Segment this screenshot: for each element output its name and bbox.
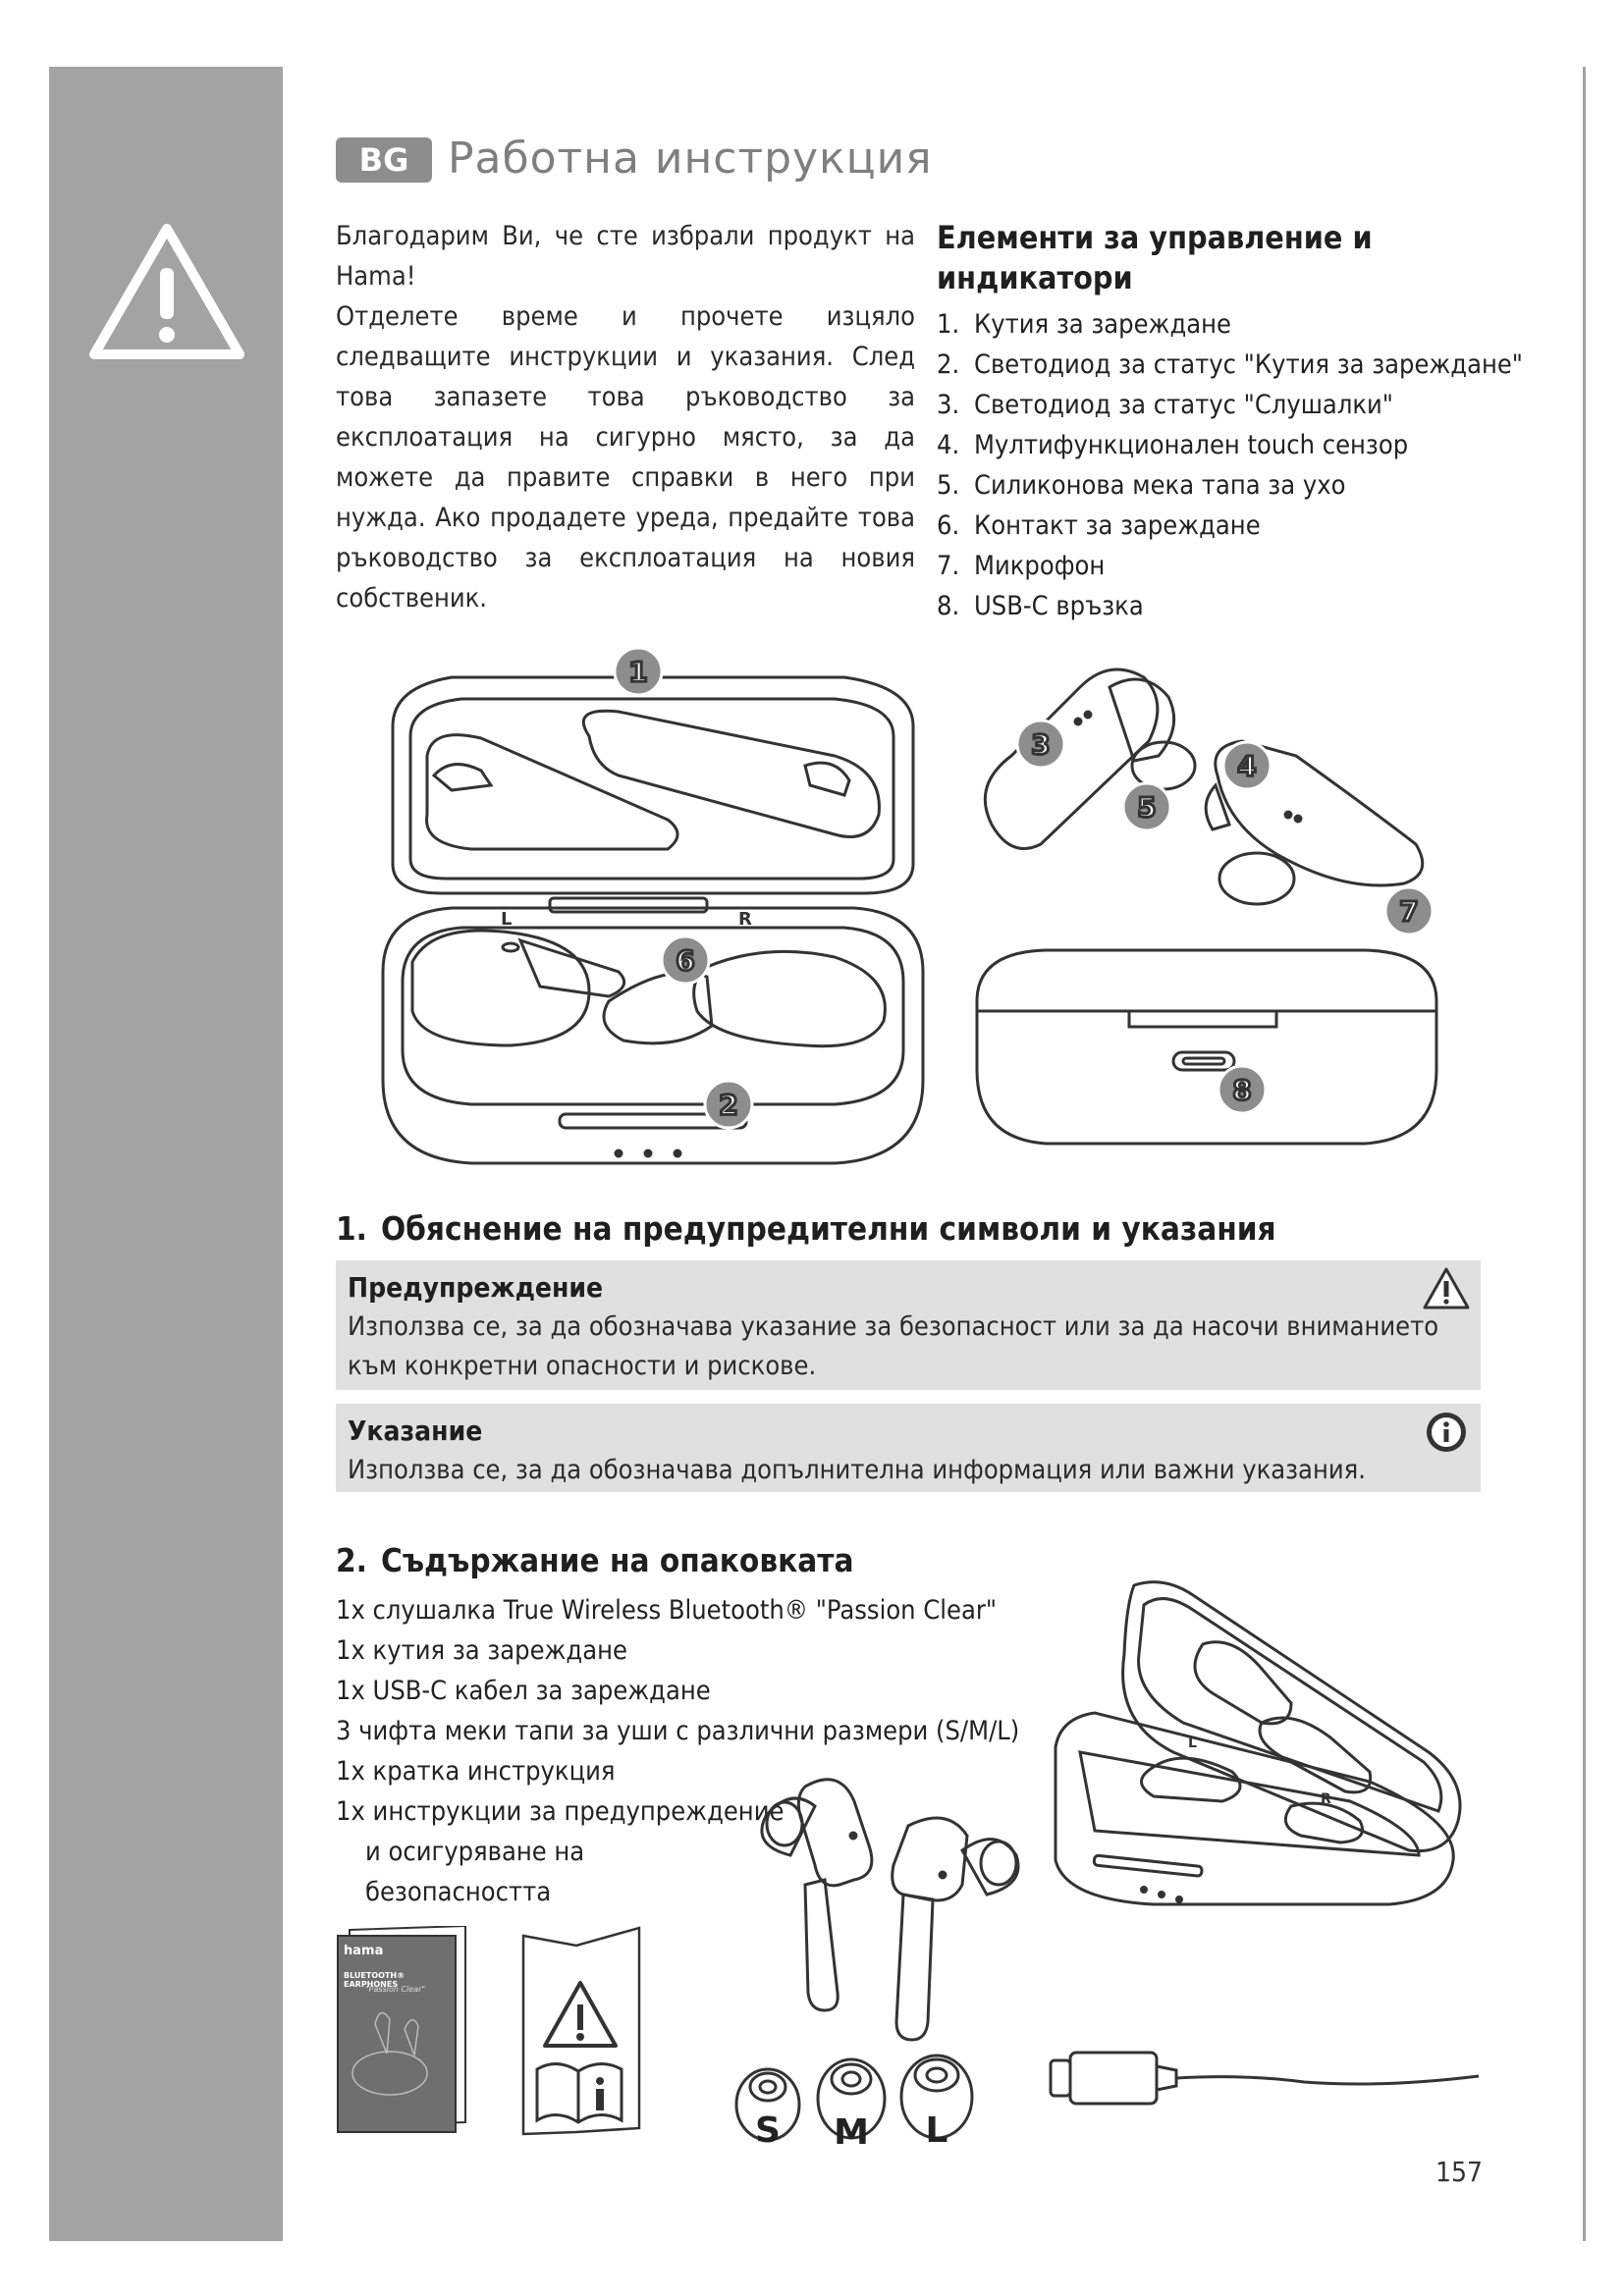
warning-text: Използва се, за да обозначава указание за безопасност или за да насочи вниманието към конкретни опасности и рискове. bbox=[348, 1311, 1439, 1381]
package-case-label-right: R bbox=[1321, 1791, 1331, 1807]
controls-heading bbox=[937, 218, 1398, 298]
callout-1 bbox=[615, 648, 662, 695]
warning-box bbox=[336, 1260, 1481, 1390]
usb-c-cable-illustration bbox=[1049, 2047, 1481, 2125]
safety-instructions-booklet bbox=[517, 1924, 645, 2138]
item-label: Светодиод за статус "Слушалки" bbox=[974, 390, 1393, 420]
right-rule bbox=[1583, 67, 1586, 2241]
note-box bbox=[336, 1404, 1481, 1492]
package-earbuds-illustration bbox=[731, 1757, 1056, 2042]
item-number: 7. bbox=[937, 551, 960, 581]
item-label: Силиконова мека тапа за ухо bbox=[974, 470, 1346, 501]
note-title: Указание bbox=[348, 1415, 483, 1447]
controls-list bbox=[937, 304, 1523, 626]
package-item-continued bbox=[365, 1832, 584, 1912]
info-icon bbox=[1422, 1410, 1471, 1455]
section-1-title: Обяснение на предупредителни символи и указания bbox=[380, 1209, 1276, 1248]
callout-2-label: 2 bbox=[719, 1089, 738, 1121]
callout-4-label: 4 bbox=[1237, 750, 1257, 782]
list-item bbox=[937, 586, 1523, 626]
list-item bbox=[937, 506, 1523, 546]
item-label: Светодиод за статус "Кутия за зареждане" bbox=[974, 349, 1523, 380]
item-label: USB-C връзка bbox=[974, 591, 1144, 621]
warning-triangle-icon bbox=[86, 221, 247, 363]
list-item bbox=[937, 425, 1523, 465]
case-label-right: R bbox=[738, 909, 752, 930]
item-number: 6. bbox=[937, 510, 960, 541]
intro-text bbox=[336, 216, 915, 618]
section-2-heading bbox=[336, 1541, 854, 1579]
list-item bbox=[937, 465, 1523, 506]
list-item bbox=[937, 385, 1523, 425]
callout-7 bbox=[1385, 887, 1433, 934]
list-item bbox=[937, 304, 1523, 345]
booklet-brand: hama bbox=[344, 1944, 384, 1958]
closed-case-illustration bbox=[967, 942, 1443, 1153]
section-1-number: 1. bbox=[336, 1209, 367, 1248]
item-number: 2. bbox=[937, 349, 960, 380]
open-charging-case-illustration bbox=[373, 648, 933, 1178]
callout-4 bbox=[1223, 742, 1271, 789]
callout-7-label: 7 bbox=[1399, 895, 1419, 928]
warning-title: Предупреждение bbox=[348, 1271, 604, 1304]
item-number: 1. bbox=[937, 309, 960, 340]
list-item: 1x USB-C кабел за зареждане bbox=[336, 1676, 711, 1706]
callout-3-label: 3 bbox=[1031, 728, 1051, 761]
item-label: Кутия за зареждане bbox=[974, 309, 1231, 340]
list-item: 1x инструкции за предупреждение bbox=[336, 1796, 785, 1827]
item-label: Микрофон bbox=[974, 551, 1106, 581]
earbuds-illustration bbox=[972, 648, 1453, 942]
package-case-label-left: L bbox=[1188, 1735, 1197, 1751]
list-item: 1x слушалка True Wireless Bluetooth® "Passion Clear" bbox=[336, 1595, 997, 1626]
list-item bbox=[937, 345, 1523, 385]
callout-2 bbox=[705, 1081, 752, 1128]
tip-size-l: L bbox=[925, 2110, 948, 2151]
callout-1-label: 1 bbox=[628, 656, 648, 688]
callout-8 bbox=[1218, 1066, 1266, 1113]
booklet-subtitle: "Passion Clear" bbox=[365, 1985, 426, 1994]
list-item: 1x кратка инструкция bbox=[336, 1756, 616, 1787]
list-item bbox=[937, 546, 1523, 586]
tip-size-s: S bbox=[755, 2110, 781, 2151]
list-item: 1x кутия за зареждане bbox=[336, 1635, 627, 1666]
callout-5-label: 5 bbox=[1137, 791, 1157, 824]
page-title: Работна инструкция bbox=[448, 133, 933, 184]
continued-line: и осигуряване на bbox=[365, 1837, 585, 1867]
section-1-heading bbox=[336, 1209, 1276, 1248]
page-number: 157 bbox=[1435, 2156, 1484, 2188]
section-2-number: 2. bbox=[336, 1541, 367, 1579]
item-number: 8. bbox=[937, 591, 960, 621]
note-text: Използва се, за да обозначава допълнителна информация или важни указания. bbox=[348, 1455, 1366, 1485]
callout-5 bbox=[1123, 783, 1170, 830]
callout-3 bbox=[1017, 721, 1064, 768]
item-number: 4. bbox=[937, 430, 960, 460]
package-case-illustration bbox=[1036, 1575, 1468, 1939]
quick-guide-booklet bbox=[336, 1926, 469, 2134]
case-label-left: L bbox=[501, 909, 513, 930]
callout-6-label: 6 bbox=[676, 944, 695, 977]
tip-size-m: M bbox=[834, 2112, 869, 2153]
list-item: 3 чифта меки тапи за уши с различни размери (S/M/L) bbox=[336, 1716, 1020, 1746]
controls-heading-text: Елементи за управление и индикатори bbox=[937, 219, 1373, 296]
callout-8-label: 8 bbox=[1232, 1074, 1252, 1106]
item-number: 5. bbox=[937, 470, 960, 501]
ear-tips-illustration bbox=[727, 2048, 992, 2156]
intro-paragraph-2: Отделете време и прочете изцяло следващите инструкции и указания. След това запазете това ръководство за експлоатация на сигурно място, за да можете да правите справки в него при нужда. Ако продадете уреда, предайте това ръководство за експлоатация на новия собственик. bbox=[336, 301, 915, 614]
section-2-title: Съдържание на опаковката bbox=[380, 1541, 854, 1579]
item-label: Мултифункционален touch сензор bbox=[974, 430, 1409, 460]
language-badge: BG bbox=[336, 137, 432, 183]
item-number: 3. bbox=[937, 390, 960, 420]
intro-paragraph-1: Благодарим Ви, че сте избрали продукт на Hama! bbox=[336, 221, 915, 292]
continued-line: безопасността bbox=[365, 1877, 552, 1907]
side-bar bbox=[49, 67, 283, 2241]
callout-6 bbox=[662, 936, 709, 984]
booklet-title: BLUETOOTH® EARPHONES bbox=[344, 1971, 406, 1989]
item-label: Контакт за зареждане bbox=[974, 510, 1261, 541]
warning-triangle-icon bbox=[1422, 1266, 1471, 1311]
